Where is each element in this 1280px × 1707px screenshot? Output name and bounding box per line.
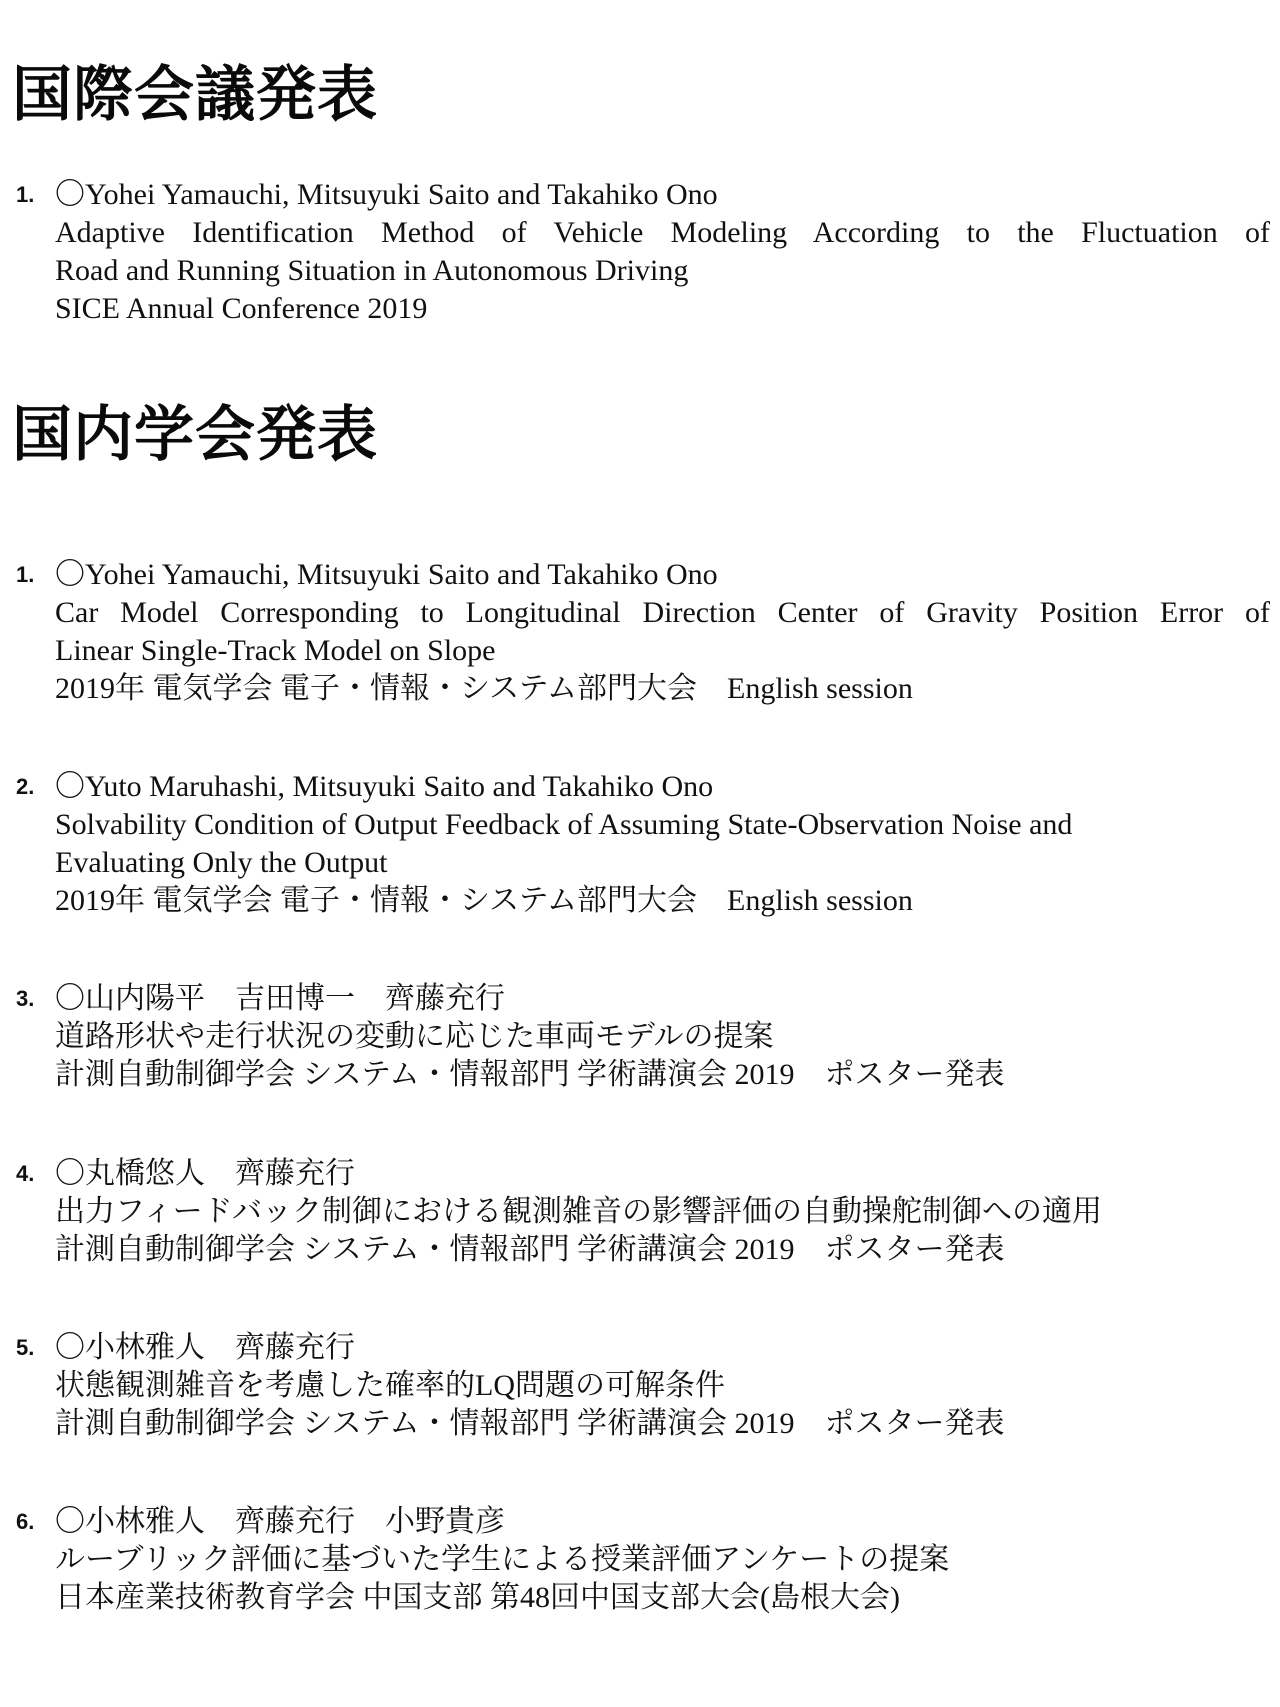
entry-title: 道路形状や走行状況の変動に応じた車両モデルの提案 [55, 1020, 774, 1053]
entry-number: 5. [16, 1335, 35, 1360]
entry-authors: 〇Yuto Maruhashi, Mitsuyuki Saito and Takahiko Ono [55, 770, 714, 803]
entry-venue: SICE Annual Conference 2019 [55, 292, 428, 325]
entry-title: Adaptive Identification Method of Vehicle Modeling According to the Fluctuation of [55, 216, 1270, 249]
entry-title: 状態観測雑音を考慮した確率的LQ問題の可解条件 [55, 1369, 725, 1402]
entry-authors: 〇小林雅人 齊藤充行 [55, 1331, 355, 1364]
entry-number: 6. [16, 1509, 35, 1534]
entry-number: 2. [16, 774, 35, 799]
entry-venue: 日本産業技術教育学会 中国支部 第48回中国支部大会(島根大会) [55, 1581, 900, 1614]
entry-title: Car Model Corresponding to Longitudinal Direction Center of Gravity Position Error of [55, 596, 1270, 629]
entry-authors: 〇山内陽平 吉田博一 齊藤充行 [55, 982, 505, 1015]
entry-title-continued: Linear Single-Track Model on Slope [55, 634, 496, 667]
entry-number: 1. [16, 182, 35, 207]
entry-authors: 〇丸橋悠人 齊藤充行 [55, 1157, 355, 1190]
entry-authors: 〇Yohei Yamauchi, Mitsuyuki Saito and Takahiko Ono [55, 558, 718, 591]
entry-title-continued: Road and Running Situation in Autonomous Driving [55, 254, 689, 287]
entry-venue: 計測自動制御学会 システム・情報部門 学術講演会 2019 ポスター発表 [55, 1233, 1005, 1266]
international-section-title: 国際会議発表 [12, 60, 378, 130]
entry-authors: 〇小林雅人 齊藤充行 小野貴彦 [55, 1505, 505, 1538]
entry-number: 4. [16, 1161, 35, 1186]
entry-title: Solvability Condition of Output Feedback of Assuming State-Observation Noise and [55, 808, 1073, 841]
entry-title-continued: Evaluating Only the Output [55, 846, 388, 879]
domestic-section-title: 国内学会発表 [12, 400, 378, 470]
entry-venue: 計測自動制御学会 システム・情報部門 学術講演会 2019 ポスター発表 [55, 1058, 1005, 1091]
entry-venue: 2019年 電気学会 電子・情報・システム部門大会 English session [55, 884, 913, 917]
entry-venue: 計測自動制御学会 システム・情報部門 学術講演会 2019 ポスター発表 [55, 1407, 1005, 1440]
entry-authors: 〇Yohei Yamauchi, Mitsuyuki Saito and Takahiko Ono [55, 178, 718, 211]
entry-title: ルーブリック評価に基づいた学生による授業評価アンケートの提案 [55, 1543, 950, 1576]
entry-venue: 2019年 電気学会 電子・情報・システム部門大会 English session [55, 672, 913, 705]
entry-title: 出力フィードバック制御における観測雑音の影響評価の自動操舵制御への適用 [55, 1195, 1102, 1228]
entry-number: 3. [16, 986, 35, 1011]
entry-number: 1. [16, 562, 35, 587]
